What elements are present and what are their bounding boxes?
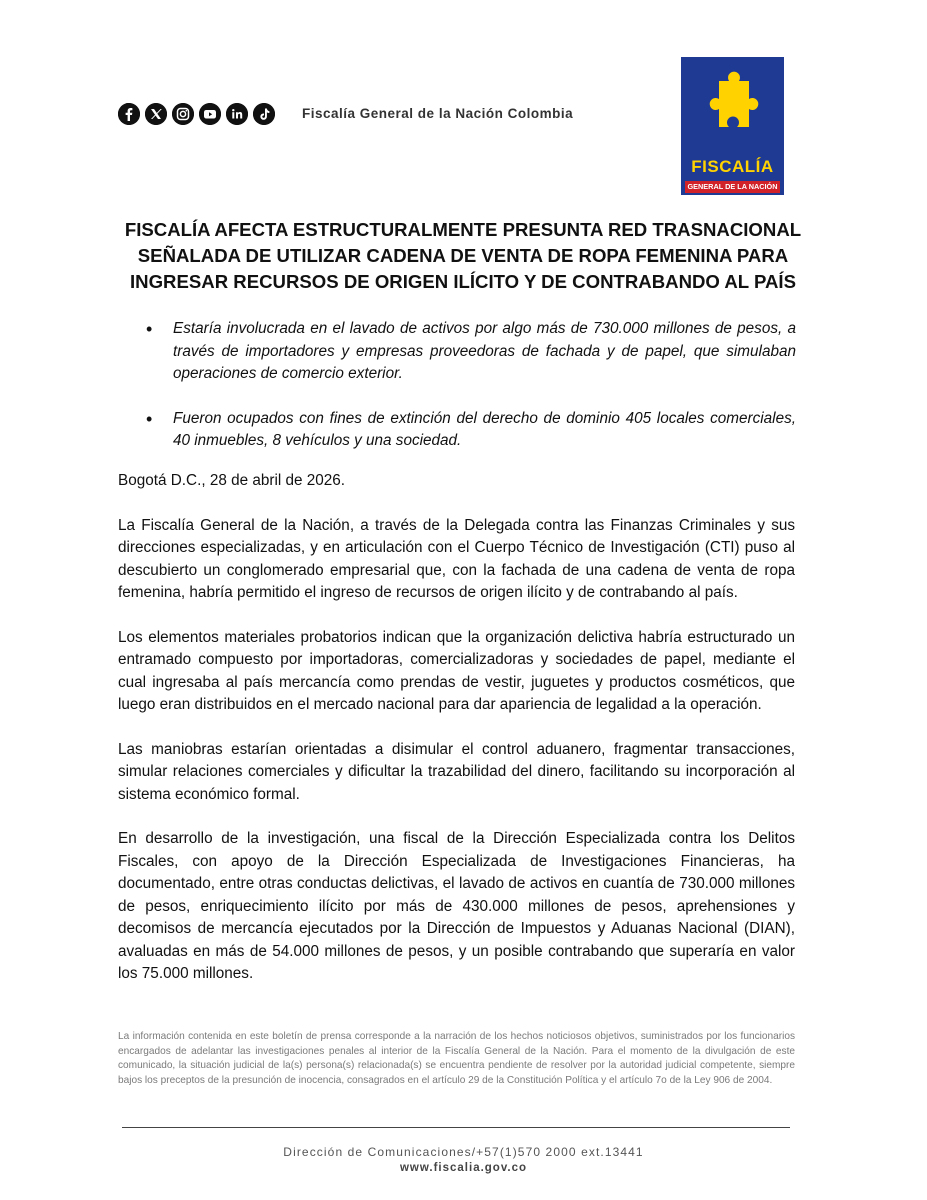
x-icon[interactable]	[145, 103, 167, 125]
summary-bullets	[146, 318, 796, 453]
footer-divider	[122, 1127, 790, 1128]
body-paragraph: En desarrollo de la investigación, una fiscal de la Dirección Especializada contra los Delitos Fiscales, con apoyo de la Dirección Especializada de Investigaciones Financieras, ha documentado, entre otras conductas delictivas, el lavado de activos en cuantía de 730.000 millones de pesos, enriquecimiento ilícito por más de 430.000 millones de pesos, aprehensiones y decomisos de mercancía ejecutados por la Dirección de Impuestos y Aduanas Nacional (DIAN), avaluadas en más de 54.000 millones de pesos, y un posible contrabando que superaría en valor los 75.000 millones.	[118, 830, 795, 982]
legal-disclaimer: La información contenida en este boletín de prensa corresponde a la narración de los hechos noticiosos objetivos, suministrados por los funcionarios encargados de adelantar las investigaciones penales al interior de la Fiscalía General de la Nación. Para el momento de la divulgación de este comunicado, la situación judicial de la(s) persona(s) relacionada(s) se encuentra pendiente de resolver por la autoridad judicial competente, siempre bajos los preceptos de la presunción de inocencia, consagrados en el artículo 29 de la Constitución Política y el artículo 7o de la Ley 906 de 2004.	[118, 1031, 795, 1086]
logo-title: FISCALÍA	[691, 157, 774, 176]
linkedin-icon[interactable]	[226, 103, 248, 125]
body-paragraph: Las maniobras estarían orientadas a disimular el control aduanero, fragmentar transacciones, simular relaciones comerciales y dificultar la trazabilidad del dinero, facilitando su incorporación al sistema económico formal.	[118, 740, 795, 803]
facebook-icon[interactable]	[118, 103, 140, 125]
fiscalia-logo	[681, 57, 784, 195]
summary-bullet: • Fueron ocupados con fines de extinción del derecho de dominio 405 locales comerciales, 40 inmuebles, 8 vehículos y una sociedad.	[146, 408, 796, 453]
dateline: Bogotá D.C., 28 de abril de 2026.	[118, 472, 346, 489]
puzzle-piece-icon	[699, 69, 766, 151]
tiktok-icon[interactable]	[253, 103, 275, 125]
logo-subtitle: GENERAL DE LA NACIÓN	[685, 181, 780, 193]
body-text	[118, 470, 795, 1008]
org-name: Fiscalía General de la Nación Colombia	[302, 106, 574, 121]
footer-website-link[interactable]: www.fiscalia.gov.co	[399, 1162, 527, 1174]
body-paragraph: La Fiscalía General de la Nación, a través de la Delegada contra las Finanzas Criminales y sus direcciones especializadas, y en articulación con el Cuerpo Técnico de Investigación (CTI) puso al descubierto un conglomerado empresarial que, con la fachada de una cadena de venta de ropa femenina, habría permitido el ingreso de recursos de origen ilícito y de contrabando al país.	[118, 516, 795, 601]
summary-bullet: • Estaría involucrada en el lavado de activos por algo más de 730.000 millones de pesos, a través de importadores y empresas proveedoras de fachada y de papel, que simulaban operaciones de comercio exterior.	[146, 318, 796, 386]
social-icons-row	[118, 103, 275, 125]
footer-contact: Dirección de Comunicaciones/+57(1)570 2000 ext.13441	[283, 1145, 644, 1159]
instagram-icon[interactable]	[172, 103, 194, 125]
press-release-headline: FISCALÍA AFECTA ESTRUCTURALMENTE PRESUNTA RED TRASNACIONAL SEÑALADA DE UTILIZAR CADENA DE VENTA DE ROPA FEMENINA PARA INGRESAR RECURSOS DE ORIGEN ILÍCITO Y DE CONTRABANDO AL PAÍS	[124, 219, 802, 292]
body-paragraph: Los elementos materiales probatorios indican que la organización delictiva habría estructurado un entramado compuesto por importadoras, comercializadoras y sociedades de papel, mediante el cual ingresaba al país mercancía como prendas de vestir, juguetes y productos cosméticos, que luego eran distribuidos en el mercado nacional para dar apariencia de legalidad a la operación.	[118, 628, 795, 713]
youtube-icon[interactable]	[199, 103, 221, 125]
